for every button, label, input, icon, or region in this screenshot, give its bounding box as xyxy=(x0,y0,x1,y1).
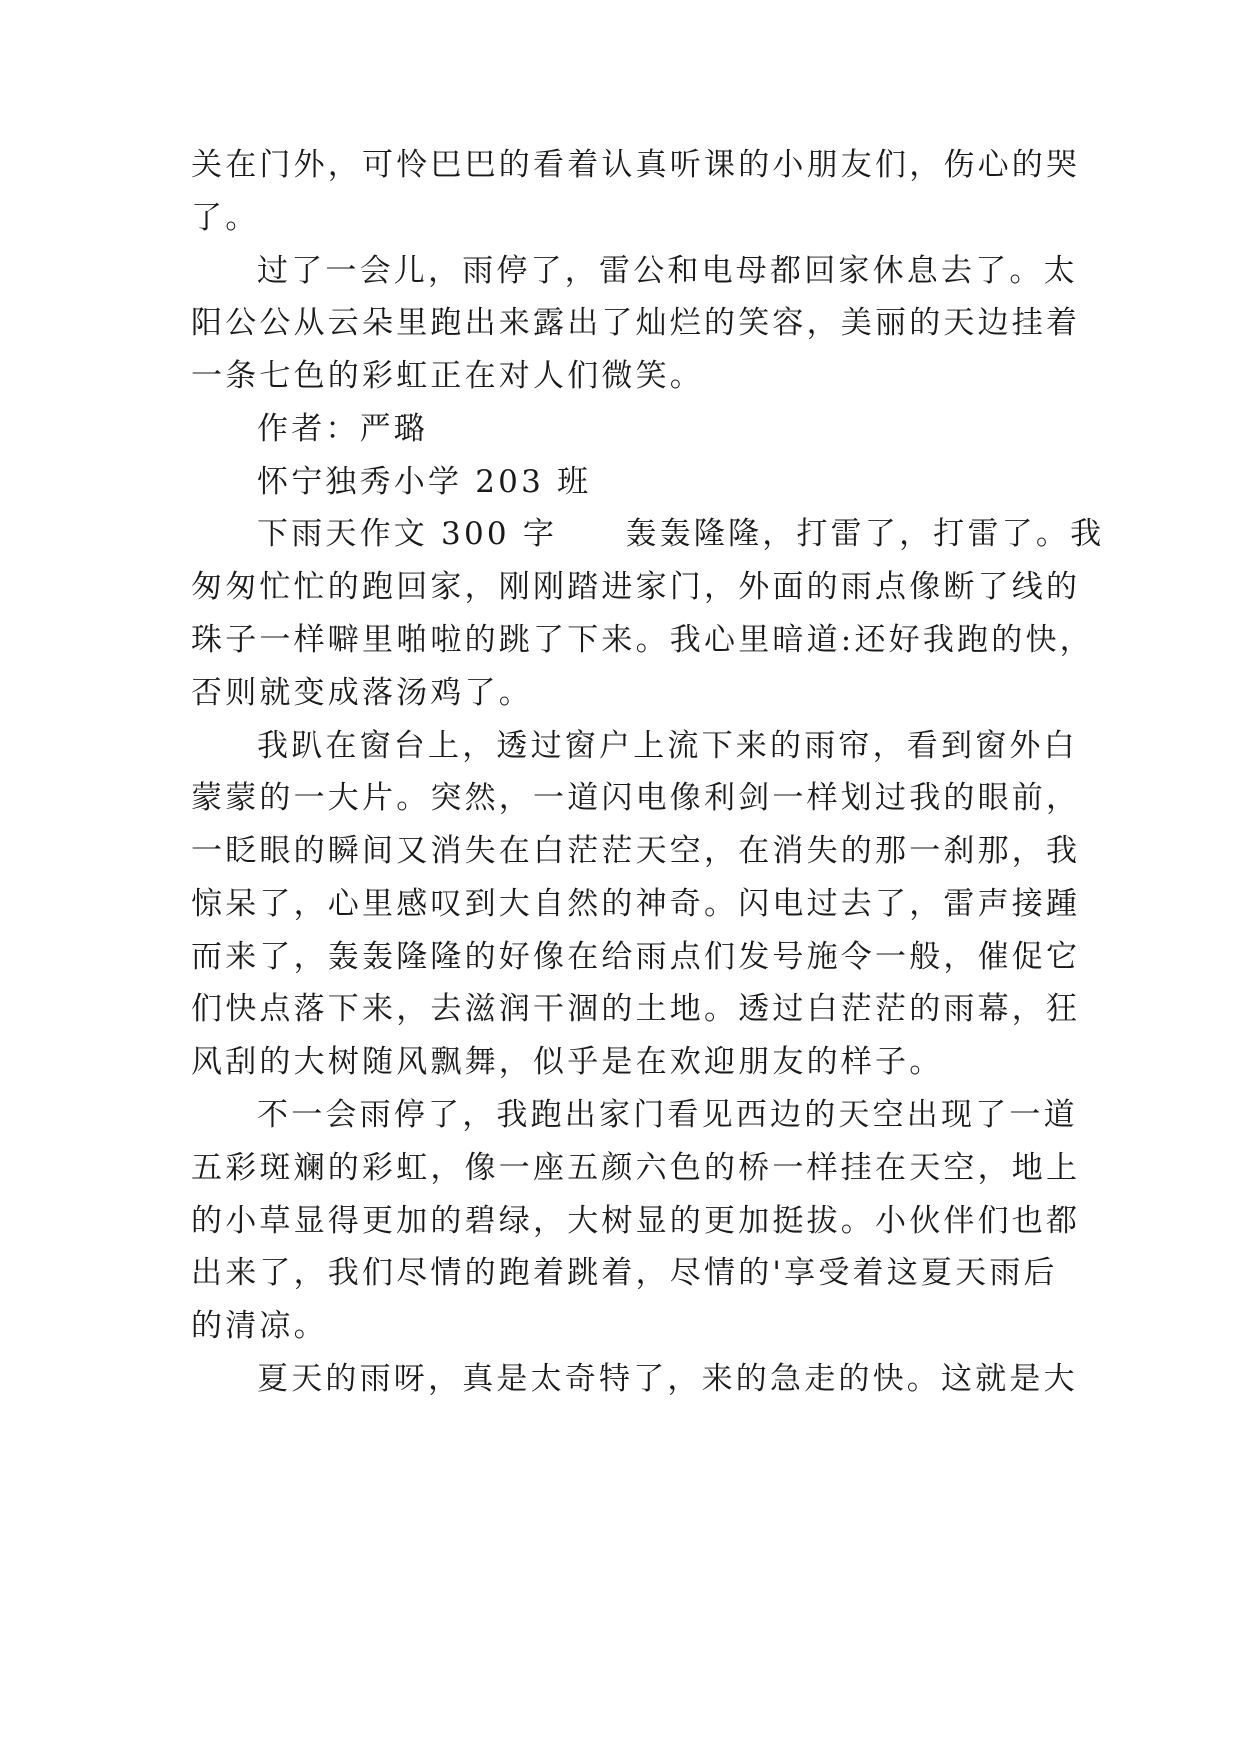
text-line: 五彩斑斓的彩虹，像一座五颜六色的桥一样挂在天空，地上 xyxy=(191,1150,1081,1186)
text-line: 关在门外，可怜巴巴的看着认真听课的小朋友们，伤心的哭 xyxy=(191,147,1081,183)
text-line: 们快点落下来，去滋润干涸的土地。透过白茫茫的雨幕，狂 xyxy=(191,991,1081,1027)
text-line: 的清凉。 xyxy=(191,1308,328,1344)
school-line: 怀宁独秀小学 203 班 xyxy=(257,464,592,500)
text-line: 一条七色的彩虹正在对人们微笑。 xyxy=(191,358,704,394)
text-line: 匆匆忙忙的跑回家，刚刚踏进家门，外面的雨点像断了线的 xyxy=(191,569,1081,605)
paragraph-start-line: 我趴在窗台上，透过窗户上流下来的雨帘，看到窗外白 xyxy=(257,728,1078,764)
text-line: 了。 xyxy=(191,200,260,236)
text-line: 风刮的大树随风飘舞，似乎是在欢迎朋友的样子。 xyxy=(191,1044,944,1080)
text-line: 出来了，我们尽情的跑着跳着，尽情的'享受着这夏天雨后 xyxy=(191,1255,1058,1291)
author-line: 作者：严璐 xyxy=(257,411,428,447)
text-line: 蒙蒙的一大片。突然，一道闪电像利剑一样划过我的眼前， xyxy=(191,780,1081,816)
essay-title-line: 下雨天作文 300 字 轰轰隆隆，打雷了，打雷了。我 xyxy=(257,516,1105,552)
paragraph-start-line: 夏天的雨呀，真是太奇特了，来的急走的快。这就是大 xyxy=(257,1361,1078,1397)
text-line: 阳公公从云朵里跑出来露出了灿烂的笑容，美丽的天边挂着 xyxy=(191,305,1081,341)
text-line: 一眨眼的瞬间又消失在白茫茫天空，在消失的那一刹那，我 xyxy=(191,833,1081,869)
text-line: 否则就变成落汤鸡了。 xyxy=(191,675,533,711)
text-line: 珠子一样噼里啪啦的跳了下来。我心里暗道:还好我跑的快， xyxy=(191,622,1094,658)
text-line: 而来了，轰轰隆隆的好像在给雨点们发号施令一般，催促它 xyxy=(191,939,1081,975)
paragraph-start-line: 过了一会儿，雨停了，雷公和电母都回家休息去了。太 xyxy=(257,253,1078,289)
text-line: 的小草显得更加的碧绿，大树显的更加挺拔。小伙伴们也都 xyxy=(191,1203,1081,1239)
text-line: 惊呆了，心里感叹到大自然的神奇。闪电过去了，雷声接踵 xyxy=(191,886,1081,922)
paragraph-start-line: 不一会雨停了，我跑出家门看见西边的天空出现了一道 xyxy=(257,1097,1078,1133)
